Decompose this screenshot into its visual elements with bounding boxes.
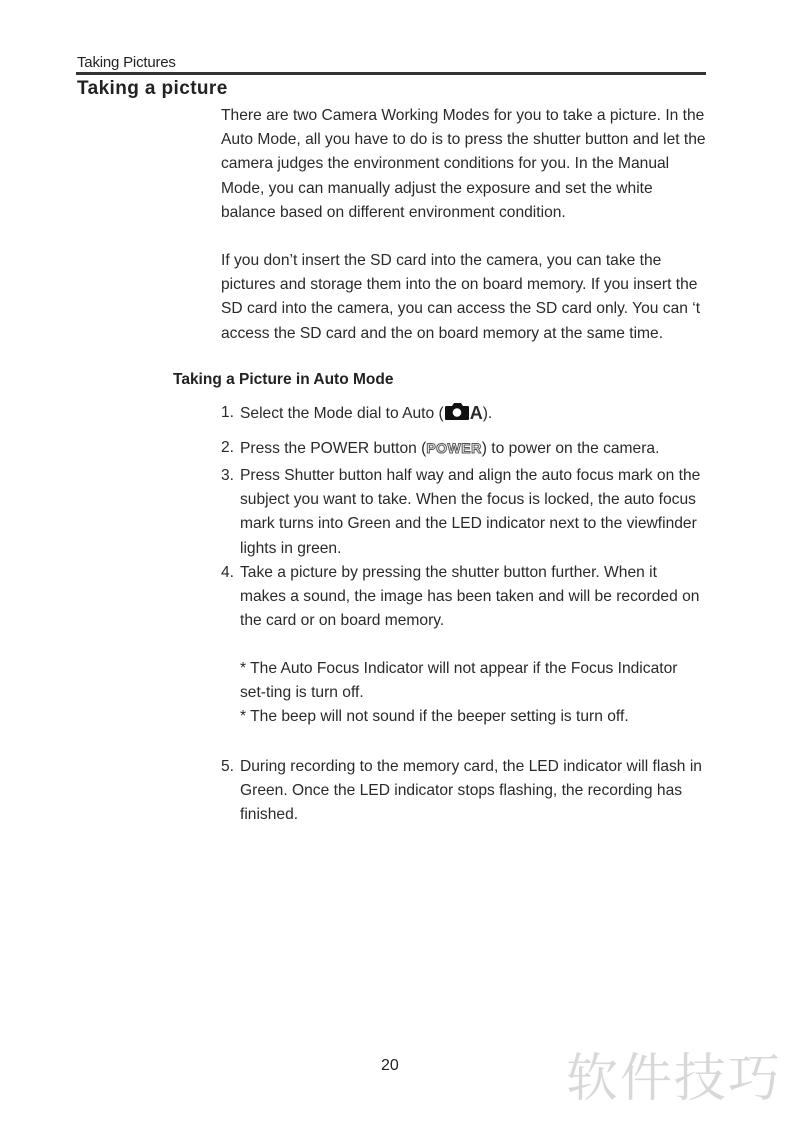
step-text: Select the Mode dial to Auto ( bbox=[240, 405, 444, 422]
watermark: 软件技巧 bbox=[566, 1049, 783, 1109]
intro-paragraph-1: There are two Camera Working Modes for you to take a picture. In the Auto Mode, all you have to do is to press the shutter button and let the camera judges the environment conditions for you. In the Manual Mode, you can manually adjust the exposure and set the white balance based on different environment condition. bbox=[221, 107, 706, 221]
running-header: Taking Pictures bbox=[77, 54, 176, 71]
intro-paragraph-2: If you don’t insert the SD card into the camera, you can take the pictures and storage them into the on board memory. If you insert the SD card into the camera, you can access the SD card only. You can ‘t access the SD card and the on board memory at the same time. bbox=[221, 252, 701, 342]
step-number: 1. bbox=[221, 404, 235, 421]
auto-mode-a-icon: A bbox=[469, 403, 483, 423]
header-rule bbox=[76, 72, 706, 75]
step-text-end: ). bbox=[482, 405, 493, 422]
power-button-icon: POWER bbox=[426, 440, 482, 456]
camera-icon bbox=[444, 401, 470, 421]
step-number: 4. bbox=[221, 564, 235, 581]
step-text-end: ) to power on the camera. bbox=[481, 440, 660, 457]
step-2 bbox=[221, 436, 707, 461]
note-beep: * The beep will not sound if the beeper setting is turn off. bbox=[240, 708, 629, 726]
step-number: 2. bbox=[221, 439, 235, 456]
step-text: Press Shutter button half way and align the auto focus mark on the subject you want to take. When the focus is locked, the auto focus mark turns into Green and the LED indicator next to the viewfinder lights in green. bbox=[240, 467, 701, 557]
step-3 bbox=[221, 464, 707, 561]
page-number: 20 bbox=[381, 1057, 399, 1074]
step-text: Take a picture by pressing the shutter button further. When it makes a sound, the image has been taken and will be recorded on the card or on board memory. bbox=[240, 564, 700, 630]
step-5 bbox=[221, 755, 707, 828]
page-title: Taking a picture bbox=[77, 78, 228, 99]
step-text: Press the POWER button ( bbox=[240, 440, 427, 457]
step-text: During recording to the memory card, the LED indicator will flash in Green. Once the LED indicator stops flashing, the recording has finished. bbox=[240, 758, 702, 824]
step-number: 5. bbox=[221, 758, 235, 775]
step-number: 3. bbox=[221, 467, 235, 484]
step-1 bbox=[221, 401, 707, 426]
note-focus-indicator: * The Auto Focus Indicator will not appear if the Focus Indicator set-ting is turn off. bbox=[240, 660, 678, 702]
step-4 bbox=[221, 561, 707, 634]
section-heading: Taking a Picture in Auto Mode bbox=[173, 371, 394, 388]
notes bbox=[240, 657, 707, 730]
